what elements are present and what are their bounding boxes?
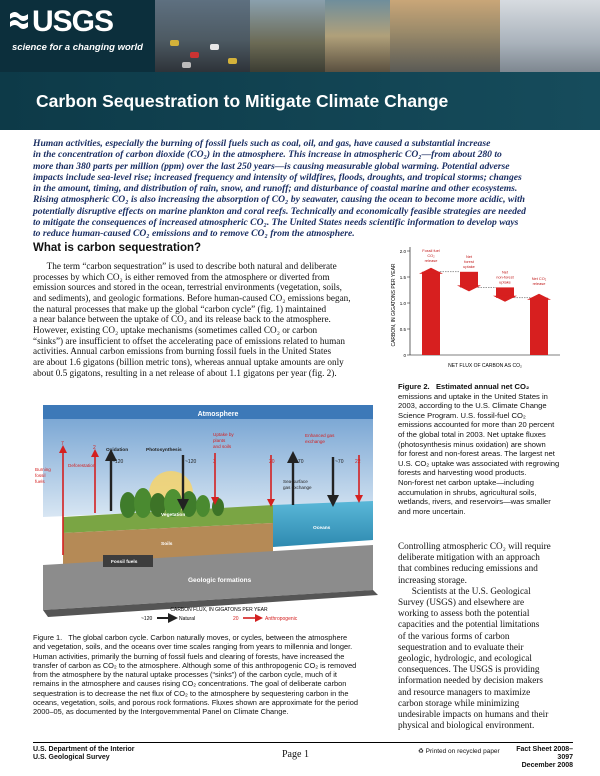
fig2-bars — [419, 248, 551, 355]
flux-burning: 7 — [61, 441, 64, 447]
fig2-ticks — [400, 249, 410, 358]
figure1-carbon-cycle — [33, 405, 388, 625]
caption-line: Human activities, primarily the burning of fossil fuels and clearing of forests, have increased the — [33, 651, 345, 661]
figure2-caption — [398, 382, 578, 516]
abstract-line: to mitigate the consequences of increased atmospheric CO₂. The United States needs scientific information to develop ways — [33, 217, 519, 229]
fig2-arrowhead — [457, 285, 481, 291]
caption-line: accumulation in shrubs, agricultural soils, — [398, 487, 537, 497]
factsheet-number: Fact Sheet 2008–3097 — [516, 746, 573, 761]
abstract-line: Human activities, especially the burning of fossil fuels such as coal, oil, and gas, have caused a substantial increase — [33, 138, 491, 149]
fig2-bar-label: CO₂ — [427, 252, 435, 258]
tagline: science for a changing world — [12, 42, 143, 53]
footer-agency — [33, 746, 135, 762]
seasurface-label-2: gas exchange — [283, 485, 312, 490]
caption-line: 2000–05, as documented by the Intergovernmental Panel on Climate Change. — [33, 707, 289, 716]
fig2-bar-label: non-forest — [496, 274, 514, 280]
caption-line: oceans, vegetation, soils, and porous rock formations. Fluxes shown are approximate for the period — [33, 697, 358, 707]
fig2-bar-label: uptake — [499, 279, 511, 285]
deforestation-label: Deforestation — [68, 463, 96, 468]
caption-line: of the global total in 2003. Net uptake fluxes — [398, 429, 546, 439]
figure1-caption — [33, 633, 393, 716]
body-line: of the various forms of carbon — [398, 630, 510, 641]
factsheet-date: December 2008 — [521, 762, 573, 769]
fig2-bar-label: release — [424, 257, 438, 263]
body-line: about 0.5 gigatons, resulting in a net release of about 1.1 gigatons per year (fig. 2). — [33, 367, 337, 378]
uptake-label-3: and soils — [213, 444, 232, 449]
body-line: a near balance between the uptake of CO₂ and its release back to the atmosphere. — [33, 314, 331, 325]
header-photo-city — [250, 0, 325, 72]
fig1-legend-title: CARBON FLUX, IN GIGATONS PER YEAR — [170, 607, 268, 613]
fig2-arrowhead — [493, 296, 517, 302]
body-line: Scientists at the U.S. Geological — [398, 585, 531, 596]
fig2-tick-label: 0.5 — [399, 326, 406, 332]
car-icon — [190, 52, 199, 58]
caption-line: Science Program. U.S. fossil-fuel CO₂ — [398, 410, 526, 420]
abstract-line: Rising atmospheric CO₂ is also increasing the absorption of CO₂ by seawater, causing the ocean to become more acidic, with — [33, 194, 525, 206]
burning-label-3: fuels — [35, 479, 45, 484]
caption-line: Figure 1. The global carbon cycle. Carbon naturally moves, or cycles, between the atmosphere — [33, 633, 348, 642]
caption-line: transfer of carbon as CO₂ to the atmosphere. Although some of this anthropogenic CO₂ is removed — [33, 660, 357, 670]
body-line: activities. Annual carbon emissions from burning fossil fuels in the United States — [33, 346, 332, 357]
body-line: geologic, hydrologic, and ecological — [398, 653, 532, 664]
caption-line: sequestration is to decrease the net flux of CO₂ to the atmosphere by sequestering carbon in the — [33, 688, 349, 698]
body-line: information needed by decision makers — [398, 675, 543, 686]
body-line: processes by which CO₂ is either removed from the atmosphere or diverted from — [33, 271, 330, 282]
body-line: The term “carbon sequestration” is used to describe both natural and deliberate — [33, 261, 337, 271]
fig2-tick-label: 2.0 — [399, 248, 406, 254]
burning-label-2: fossil — [35, 473, 46, 478]
caption-line: Non-forest net carbon uptake—including — [398, 477, 534, 487]
car-icon — [182, 62, 191, 68]
body-line: increasing storage. — [398, 574, 467, 585]
fig2-bar — [460, 272, 478, 288]
soils-label: Soils — [161, 542, 173, 547]
body-line: and sediments), and geologic formations. Before human-caused CO₂ emissions began, — [33, 292, 351, 303]
recycled-note — [418, 747, 500, 755]
title-bar — [0, 72, 600, 130]
body-line: physical and biological environment. — [398, 720, 535, 731]
body-line: emission sources and stored in the ocean, terrestrial environments (vegetation, soils, — [33, 282, 342, 293]
legend-anthro-num: 20 — [233, 616, 239, 622]
page-number: Page 1 — [282, 749, 309, 760]
fossil-fuels-label: Fossil fuels — [111, 560, 138, 565]
fig2-ylabel: CARBON, IN GIGATONS PER YEAR — [391, 263, 397, 347]
caption-line: 2003, according to the U.S. Climate Change — [398, 401, 547, 411]
page-title: Carbon Sequestration to Mitigate Climate Change — [36, 91, 449, 111]
abstract — [33, 138, 573, 240]
geologic-label: Geologic formations — [188, 577, 252, 584]
body-line: Controlling atmospheric CO₂ will require — [398, 541, 551, 551]
legend-natural-num: ~120 — [141, 616, 153, 622]
abstract-line: impacts include sea-level rise; increased frequency and intensity of wildfires, floods, droughts, and tropical storms; changes — [33, 171, 522, 183]
abstract-line: in the amount, timing, and distribution of rain, snow, and runoff; and disturbance of coastal marine and other ecosystems. — [33, 183, 518, 195]
caption-line: and vegetation, soils, and the oceans over time scales ranging from years to millennia and longer. — [33, 642, 353, 652]
flux-gas-right: 22 — [355, 459, 361, 465]
caption-line: and more uncertain. — [398, 506, 466, 516]
footer-survey: U.S. Geological Survey — [33, 754, 110, 761]
fig2-xlabel: NET FLUX OF CARBON AS CO₂ — [448, 363, 522, 369]
body-line: that combines reducing emissions and — [398, 563, 538, 574]
burning-label-1: Burning — [35, 467, 51, 472]
usgs-mark-icon — [10, 10, 28, 32]
caption-line: remains in the atmosphere and causes rising CO₂ concentrations. The goal of deliberate carbon — [33, 679, 347, 689]
flux-plant-uptake: 3 — [213, 459, 216, 465]
fig2-tick-label: 1.5 — [399, 274, 406, 280]
right-column-text — [398, 541, 583, 731]
body-line: working to assess both the potential — [398, 608, 530, 619]
body-line: and resource managers to maximize — [398, 686, 531, 697]
legend-natural: Natural — [179, 616, 196, 622]
oceans-label: Oceans — [313, 526, 331, 531]
caption-line: emissions accounted for more than 20 percent — [398, 420, 555, 430]
car-icon — [210, 44, 219, 50]
enhanced-label-2: exchange — [305, 439, 325, 444]
recycle-icon: ♻ — [418, 748, 424, 755]
figure2-chart — [390, 243, 570, 373]
body-line: are about 1.6 gigatons (billion metric tons), whereas annual uptake amounts are only — [33, 356, 344, 367]
recycled-text: Printed on recycled paper — [425, 748, 500, 755]
flux-deforestation: 2 — [93, 445, 96, 451]
body-line: deliberate mitigation with an approach — [398, 552, 540, 563]
fig2-arrowhead — [419, 268, 443, 274]
flux-oxidation: ~120 — [112, 459, 124, 465]
caption-line: forests and harvesting wood products. — [398, 468, 527, 478]
body-line: However, existing CO₂ uptake mechanisms (sometimes called CO₂ or carbon — [33, 324, 318, 335]
body-line: the natural processes that make up the global “carbon cycle” (fig. 1) maintained — [33, 303, 327, 314]
fig2-bar-label: Net — [465, 253, 473, 259]
photosynthesis-label: Photosynthesis — [146, 448, 182, 453]
seasurface-label-1: Sea-surface — [283, 479, 308, 484]
footer-factsheet — [508, 746, 573, 770]
footer-dept: U.S. Department of the Interior — [33, 746, 135, 753]
abstract-line: potentially disruptive effects on marine plankton and coral reefs. Technically and economically feasible strategies are needed — [33, 205, 526, 217]
caption-line: from the atmosphere by the natural uptake processes (“sinks”) of the carbon cycle, much of it — [33, 670, 337, 679]
fig2-bar — [422, 272, 440, 355]
caption-line: U.S. CO₂ uptake was associated with regrowing — [398, 458, 560, 468]
flux-photosynthesis: ~120 — [185, 459, 197, 465]
logo-text: USGS — [32, 5, 114, 38]
footer-divider — [33, 742, 573, 743]
ocean-block — [273, 501, 373, 547]
caption-line: wetlands, rivers, and reservoirs—was smaller — [398, 497, 551, 507]
flux-gas-left: 20 — [269, 459, 275, 465]
uptake-label-1: Uptake by — [213, 432, 234, 437]
usgs-logo[interactable] — [10, 6, 160, 58]
atmosphere-label: Atmosphere — [197, 411, 239, 418]
fig2-tick-label: 1.0 — [399, 300, 406, 306]
caption-line: (photosynthesis minus oxidation) are shown — [398, 439, 546, 449]
body-line: capacities and the potential limitations — [398, 619, 540, 630]
body-line: sequestration and to evaluate their — [398, 641, 524, 652]
oxidation-label: Oxidation — [106, 448, 129, 453]
abstract-line: more than 380 parts per million (ppm) over the last 250 years—is causing measurable global warming. Potential adverse — [33, 160, 510, 172]
header-banner — [0, 0, 600, 72]
section-body — [33, 261, 388, 378]
flux-ocean-release: ~70 — [295, 459, 304, 465]
fig2-bar-label: release — [532, 280, 546, 286]
fig2-bar-label: forest — [464, 258, 474, 264]
body-line: “sinks”) are insufficient to offset the accelerating pace of emissions related to human — [33, 335, 345, 346]
car-icon — [228, 58, 237, 64]
header-photo-refinery — [390, 0, 500, 72]
body-line: consequences. The USGS is providing — [398, 664, 540, 675]
section-heading: What is carbon sequestration? — [33, 242, 202, 254]
caption-line: for forest and non-forest areas. The largest net — [398, 449, 555, 459]
caption-line: emissions and uptake in the United States in — [398, 391, 548, 401]
abstract-line: in the concentration of carbon dioxide (CO₂) in the atmosphere. This increase in atmospheric CO₂—from about 280 to — [33, 149, 502, 161]
enhanced-label-1: Enhanced gas — [305, 433, 335, 438]
body-line: undesirable impacts on humans and their — [398, 709, 549, 720]
header-photo-landscape — [325, 0, 390, 72]
header-photo-plant — [500, 0, 600, 72]
vegetation-label: Vegetation — [161, 513, 186, 518]
fig2-bar-label: uptake — [463, 263, 475, 269]
body-line: carbon storage while minimizing — [398, 697, 520, 708]
fig2-tick-label: 0 — [403, 352, 406, 358]
body-line: Survey (USGS) and elsewhere are — [398, 597, 525, 608]
abstract-line: to reduce human-caused CO₂ emissions and to remove CO₂ from the atmosphere. — [33, 228, 355, 240]
legend-anthro: Anthropogenic — [265, 616, 298, 622]
fig2-arrowhead — [527, 294, 551, 300]
caption-line: Figure 2. Estimated annual net CO₂ — [398, 382, 530, 391]
uptake-label-2: plants — [213, 438, 226, 443]
flux-ocean-uptake: ~70 — [335, 459, 344, 465]
fig2-bar-label: Net — [501, 269, 509, 275]
fig2-bar-label: Net CO₂ — [531, 275, 547, 281]
car-icon — [170, 40, 179, 46]
fig2-bar-label: Fossil fuel — [422, 247, 440, 253]
fig2-bar — [530, 298, 548, 355]
